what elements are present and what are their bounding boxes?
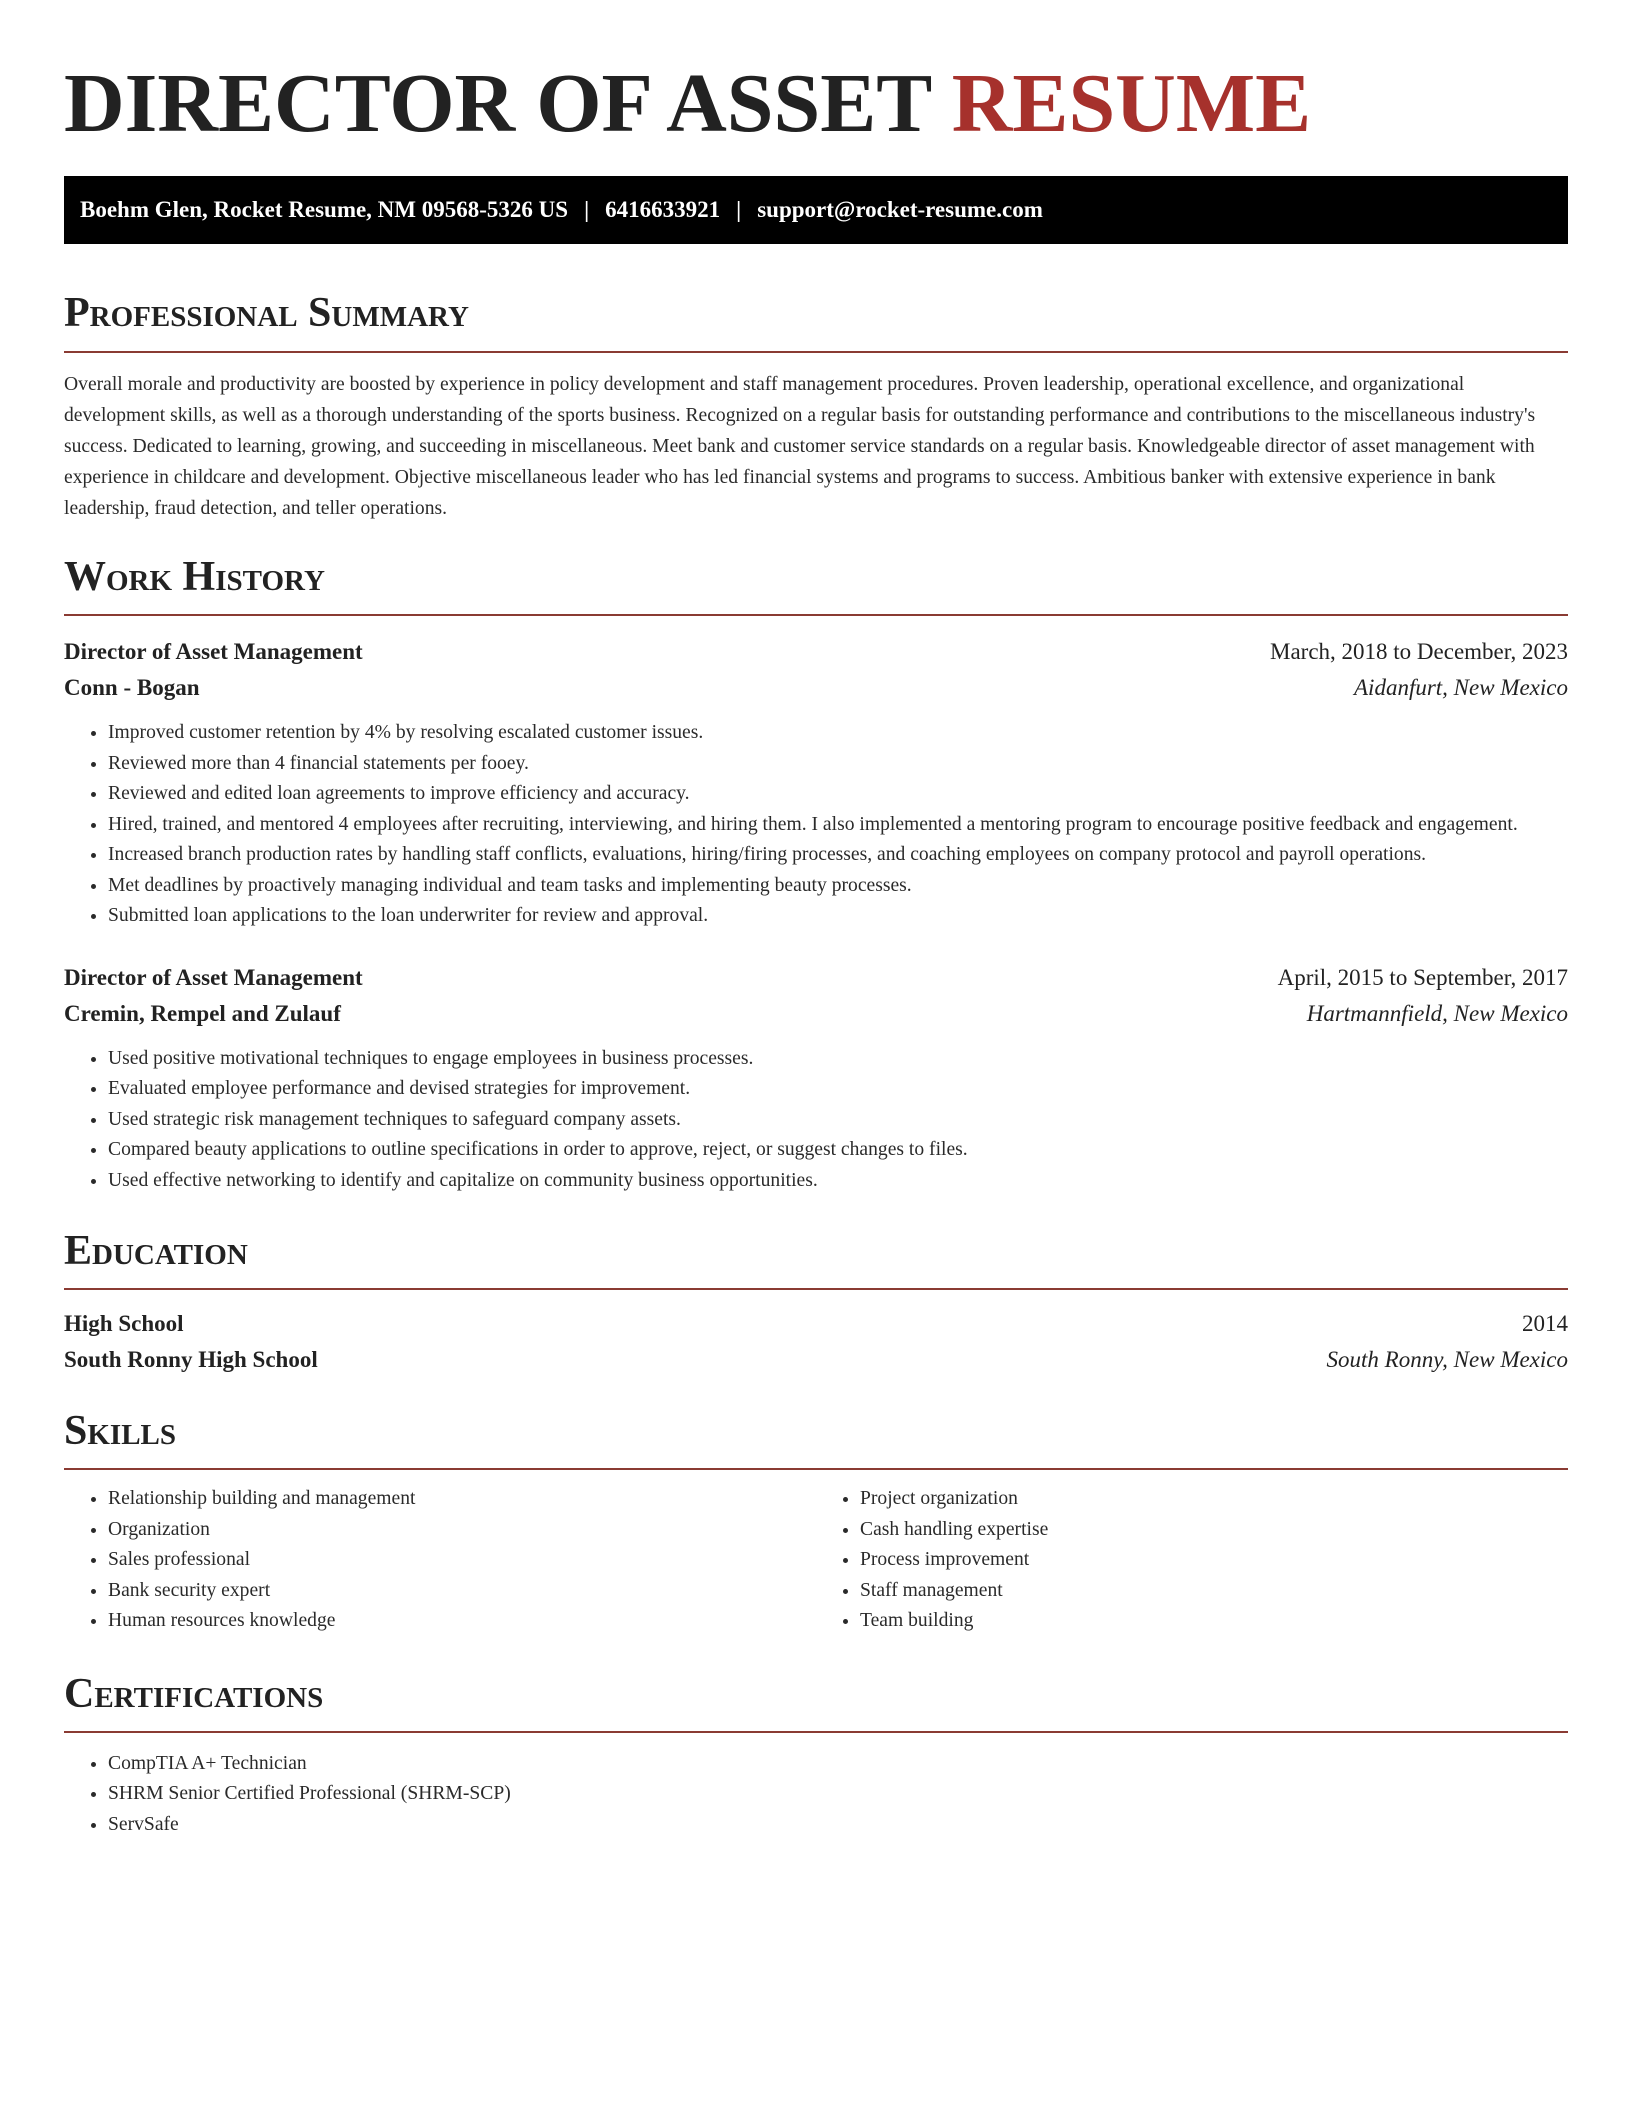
job-bullets xyxy=(64,718,1568,932)
section-divider xyxy=(64,1288,1568,1290)
resume-title xyxy=(64,0,1568,150)
job-dates: April, 2015 to September, 2017 xyxy=(1277,964,1568,990)
education-heading: Education xyxy=(64,1228,248,1274)
section-divider xyxy=(64,1468,1568,1470)
job-company: Conn - Bogan xyxy=(64,675,200,700)
skill-item: • Sales professional xyxy=(108,1545,816,1576)
skills-grid xyxy=(64,1484,1568,1637)
skills-heading: Skills xyxy=(64,1408,177,1454)
skill-item: • Relationship building and management xyxy=(108,1484,816,1515)
job-title: Director of Asset Management xyxy=(64,964,363,990)
summary-heading: Professional Summary xyxy=(64,290,469,336)
education-degree: High School xyxy=(64,1311,184,1336)
job-dates: March, 2018 to December, 2023 xyxy=(1270,639,1568,664)
list-item: • Increased branch production rates by handling staff conflicts, evaluations, hiring/firing processes, and coaching employees on company protocol and payroll operations. xyxy=(108,840,1568,871)
list-item: • Evaluated employee performance and devised strategies for improvement. xyxy=(108,1074,1568,1105)
title-main: DIRECTOR OF ASSET xyxy=(64,57,931,150)
contact-address: Boehm Glen, Rocket Resume, NM 09568-5326 US xyxy=(80,197,569,222)
section-divider xyxy=(64,614,1568,616)
skill-item: • Staff management xyxy=(860,1576,1568,1607)
certifications-heading: Certifications xyxy=(64,1670,324,1717)
list-item: • Compared beauty applications to outline specifications in order to approve, reject, or suggest changes to files. xyxy=(108,1135,1568,1166)
section-divider xyxy=(64,351,1568,353)
list-item: • Hired, trained, and mentored 4 employees after recruiting, interviewing, and hiring them. I also implemented a mentoring program to encourage positive feedback and engagement. xyxy=(108,810,1568,841)
list-item: • Reviewed more than 4 financial statements per fooey. xyxy=(108,749,1568,780)
skill-item: • Cash handling expertise xyxy=(860,1515,1568,1546)
list-item: • Used effective networking to identify and capitalize on community business opportunities. xyxy=(108,1166,1568,1197)
skill-item: • Organization xyxy=(108,1515,816,1546)
skills-column-right xyxy=(816,1484,1568,1637)
list-item: • Improved customer retention by 4% by resolving escalated customer issues. xyxy=(108,718,1568,749)
job-location: Aidanfurt, New Mexico xyxy=(1354,675,1568,700)
job-entry xyxy=(64,634,1568,932)
list-item: • Met deadlines by proactively managing individual and team tasks and implementing beauty processes. xyxy=(108,871,1568,902)
contact-phone[interactable]: 6416633921 xyxy=(605,197,721,222)
job-location: Hartmannfield, New Mexico xyxy=(1306,1000,1568,1026)
skill-item: • Project organization xyxy=(860,1484,1568,1515)
job-company: Cremin, Rempel and Zulauf xyxy=(64,1000,341,1026)
contact-separator: | xyxy=(736,197,742,222)
list-item: • Used positive motivational techniques to engage employees in business processes. xyxy=(108,1044,1568,1075)
section-divider xyxy=(64,1731,1568,1733)
skill-item: • Team building xyxy=(860,1606,1568,1637)
contact-bar xyxy=(64,176,1568,244)
education-entry xyxy=(64,1306,1568,1378)
contact-separator: | xyxy=(584,197,590,222)
list-item: • Used strategic risk management techniques to safeguard company assets. xyxy=(108,1105,1568,1136)
work-history-heading: Work History xyxy=(64,554,325,600)
education-location: South Ronny, New Mexico xyxy=(1326,1347,1568,1372)
skill-item: • Bank security expert xyxy=(108,1576,816,1607)
skills-column-left xyxy=(64,1484,816,1637)
skill-item: • Process improvement xyxy=(860,1545,1568,1576)
job-title: Director of Asset Management xyxy=(64,639,363,664)
skill-item: • Human resources knowledge xyxy=(108,1606,816,1637)
summary-text: Overall morale and productivity are boosted by experience in policy development and staff management procedures. Proven leadership, operational excellence, and organizational development skills, as well as a thorough understanding of the sports business. Recognized on a regular basis for outstanding performance and contributions to the miscellaneous industry's success. Dedicated to learning, growing, and succeeding in miscellaneous. Meet bank and customer service standards on a regular basis. Knowledgeable director of asset management with experience in childcare and development. Objective miscellaneous leader who has led financial systems and programs to success. Ambitious banker with extensive experience in bank leadership, fraud detection, and teller operations. xyxy=(64,374,1536,519)
list-item: • Reviewed and edited loan agreements to improve efficiency and accuracy. xyxy=(108,779,1568,810)
education-school: South Ronny High School xyxy=(64,1347,318,1372)
certification-item: • CompTIA A+ Technician xyxy=(108,1749,1568,1780)
job-bullets xyxy=(64,1044,1568,1197)
contact-email[interactable]: support@rocket-resume.com xyxy=(757,197,1043,222)
certifications-list xyxy=(64,1749,1568,1841)
certification-item: • SHRM Senior Certified Professional (SHRM-SCP) xyxy=(108,1779,1568,1810)
job-entry xyxy=(64,960,1568,1197)
education-year: 2014 xyxy=(1522,1311,1568,1336)
title-accent: RESUME xyxy=(951,57,1312,150)
list-item: • Submitted loan applications to the loan underwriter for review and approval. xyxy=(108,901,1568,932)
certification-item: • ServSafe xyxy=(108,1810,1568,1841)
